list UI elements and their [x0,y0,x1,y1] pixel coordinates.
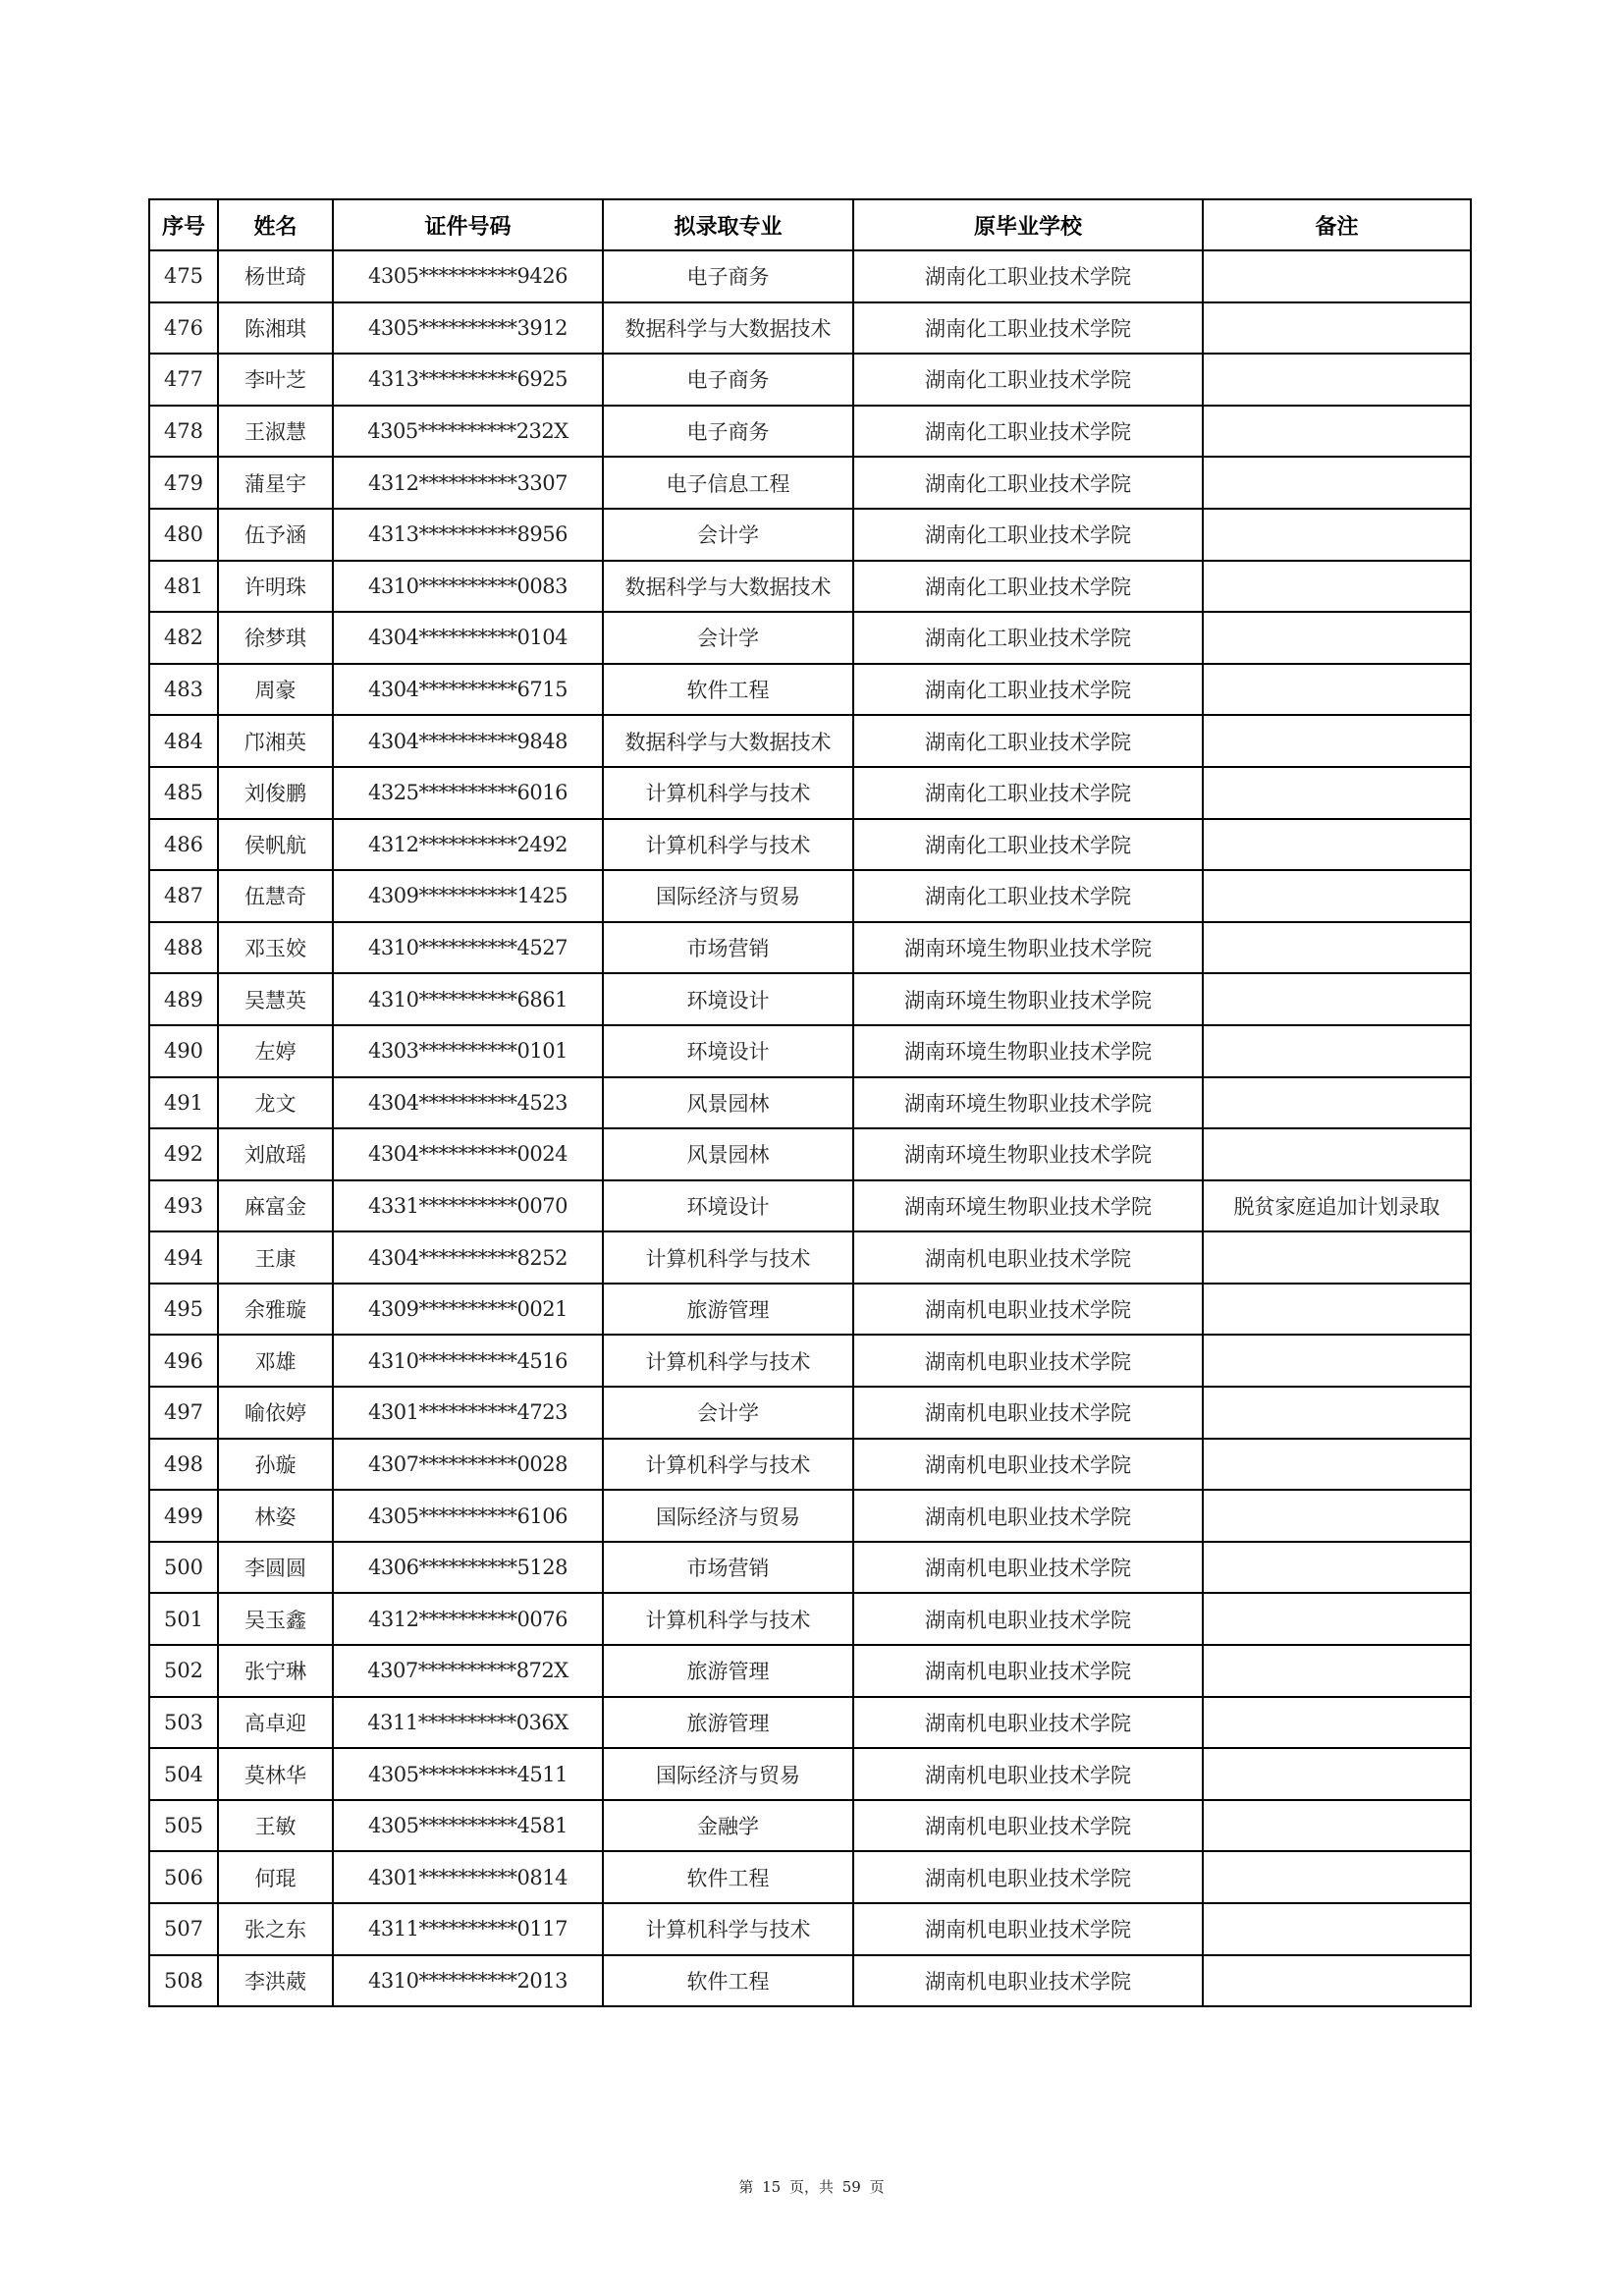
cell-serial: 488 [149,922,218,974]
cell-name: 何琨 [218,1851,333,1903]
cell-id-number: 4325**********6016 [333,767,603,819]
cell-id-number: 4304**********9848 [333,715,603,767]
cell-id-number: 4307**********0028 [333,1439,603,1491]
cell-remarks [1203,767,1471,819]
cell-school: 湖南化工职业技术学院 [853,250,1203,302]
table-row [149,1645,1471,1697]
cell-major: 金融学 [603,1800,853,1852]
cell-school: 湖南机电职业技术学院 [853,1851,1203,1903]
cell-remarks [1203,1439,1471,1491]
cell-serial: 502 [149,1645,218,1697]
cell-id-number: 4304**********0024 [333,1128,603,1180]
cell-name: 侯帆航 [218,819,333,871]
cell-major: 旅游管理 [603,1697,853,1749]
table-row [149,561,1471,613]
cell-id-number: 4301**********0814 [333,1851,603,1903]
cell-major: 计算机科学与技术 [603,1439,853,1491]
cell-school: 湖南机电职业技术学院 [853,1903,1203,1955]
cell-major: 会计学 [603,509,853,561]
cell-id-number: 4304**********6715 [333,664,603,716]
cell-major: 风景园林 [603,1077,853,1129]
table-row [149,1077,1471,1129]
cell-serial: 489 [149,973,218,1025]
cell-school: 湖南机电职业技术学院 [853,1387,1203,1439]
cell-major: 国际经济与贸易 [603,1748,853,1800]
cell-serial: 506 [149,1851,218,1903]
cell-remarks [1203,1645,1471,1697]
cell-serial: 477 [149,354,218,406]
cell-name: 麻富金 [218,1180,333,1232]
cell-serial: 495 [149,1284,218,1336]
cell-remarks [1203,1800,1471,1852]
table-row [149,302,1471,355]
cell-remarks [1203,715,1471,767]
cell-major: 市场营销 [603,1542,853,1594]
cell-remarks [1203,354,1471,406]
cell-school: 湖南化工职业技术学院 [853,561,1203,613]
cell-remarks [1203,250,1471,302]
header-remarks: 备注 [1203,199,1471,250]
cell-school: 湖南环境生物职业技术学院 [853,922,1203,974]
cell-major: 计算机科学与技术 [603,1903,853,1955]
cell-id-number: 4313**********6925 [333,354,603,406]
cell-remarks [1203,1284,1471,1336]
table-row [149,1800,1471,1852]
cell-serial: 507 [149,1903,218,1955]
cell-major: 环境设计 [603,1180,853,1232]
cell-major: 计算机科学与技术 [603,819,853,871]
cell-serial: 508 [149,1955,218,2007]
table-row [149,1593,1471,1645]
cell-name: 左婷 [218,1025,333,1077]
cell-name: 邓雄 [218,1335,333,1387]
cell-school: 湖南机电职业技术学院 [853,1645,1203,1697]
cell-serial: 475 [149,250,218,302]
cell-school: 湖南化工职业技术学院 [853,509,1203,561]
cell-serial: 500 [149,1542,218,1594]
cell-remarks [1203,1697,1471,1749]
cell-id-number: 4305**********6106 [333,1490,603,1542]
table-row [149,1180,1471,1232]
cell-major: 软件工程 [603,1851,853,1903]
cell-remarks [1203,1542,1471,1594]
cell-school: 湖南环境生物职业技术学院 [853,1180,1203,1232]
cell-remarks [1203,1490,1471,1542]
cell-id-number: 4305**********4511 [333,1748,603,1800]
table-row [149,1903,1471,1955]
table-row [149,1748,1471,1800]
cell-remarks [1203,1593,1471,1645]
cell-id-number: 4307**********872X [333,1645,603,1697]
cell-name: 蒲星宇 [218,457,333,509]
cell-school: 湖南环境生物职业技术学院 [853,973,1203,1025]
header-school: 原毕业学校 [853,199,1203,250]
cell-remarks [1203,870,1471,922]
admission-table [148,198,1472,2007]
table-row [149,406,1471,458]
cell-id-number: 4309**********0021 [333,1284,603,1336]
cell-name: 周豪 [218,664,333,716]
cell-id-number: 4311**********0117 [333,1903,603,1955]
cell-school: 湖南机电职业技术学院 [853,1800,1203,1852]
cell-serial: 494 [149,1231,218,1284]
header-major: 拟录取专业 [603,199,853,250]
cell-serial: 492 [149,1128,218,1180]
table-row [149,973,1471,1025]
cell-school: 湖南机电职业技术学院 [853,1593,1203,1645]
cell-school: 湖南化工职业技术学院 [853,870,1203,922]
cell-id-number: 4310**********0083 [333,561,603,613]
table-row [149,1128,1471,1180]
cell-remarks [1203,561,1471,613]
cell-id-number: 4309**********1425 [333,870,603,922]
cell-serial: 484 [149,715,218,767]
cell-id-number: 4311**********036X [333,1697,603,1749]
cell-serial: 493 [149,1180,218,1232]
cell-major: 电子商务 [603,250,853,302]
cell-major: 环境设计 [603,973,853,1025]
cell-school: 湖南机电职业技术学院 [853,1542,1203,1594]
cell-major: 市场营销 [603,922,853,974]
cell-remarks [1203,1903,1471,1955]
cell-serial: 503 [149,1697,218,1749]
cell-name: 陈湘琪 [218,302,333,355]
cell-remarks: 脱贫家庭追加计划录取 [1203,1180,1471,1232]
cell-name: 李洪葳 [218,1955,333,2007]
table-row [149,1284,1471,1336]
cell-school: 湖南环境生物职业技术学院 [853,1128,1203,1180]
cell-school: 湖南环境生物职业技术学院 [853,1025,1203,1077]
cell-id-number: 4313**********8956 [333,509,603,561]
cell-school: 湖南化工职业技术学院 [853,612,1203,664]
cell-id-number: 4304**********4523 [333,1077,603,1129]
cell-remarks [1203,1387,1471,1439]
cell-serial: 497 [149,1387,218,1439]
cell-school: 湖南机电职业技术学院 [853,1335,1203,1387]
cell-id-number: 4306**********5128 [333,1542,603,1594]
cell-name: 余雅璇 [218,1284,333,1336]
cell-id-number: 4310**********6861 [333,973,603,1025]
cell-major: 软件工程 [603,1955,853,2007]
cell-id-number: 4331**********0070 [333,1180,603,1232]
cell-serial: 482 [149,612,218,664]
cell-name: 王淑慧 [218,406,333,458]
cell-school: 湖南化工职业技术学院 [853,767,1203,819]
cell-school: 湖南化工职业技术学院 [853,664,1203,716]
cell-remarks [1203,1335,1471,1387]
cell-remarks [1203,1128,1471,1180]
cell-school: 湖南化工职业技术学院 [853,457,1203,509]
table-row [149,457,1471,509]
header-id-number: 证件号码 [333,199,603,250]
cell-major: 软件工程 [603,664,853,716]
table-row [149,819,1471,871]
cell-name: 喻依婷 [218,1387,333,1439]
table-row [149,715,1471,767]
cell-name: 李叶芝 [218,354,333,406]
cell-id-number: 4305**********4581 [333,1800,603,1852]
header-name: 姓名 [218,199,333,250]
cell-major: 会计学 [603,612,853,664]
cell-school: 湖南机电职业技术学院 [853,1697,1203,1749]
cell-remarks [1203,922,1471,974]
cell-school: 湖南机电职业技术学院 [853,1284,1203,1336]
cell-id-number: 4305**********9426 [333,250,603,302]
cell-name: 高卓迎 [218,1697,333,1749]
cell-remarks [1203,1025,1471,1077]
table-row [149,1335,1471,1387]
cell-remarks [1203,1851,1471,1903]
cell-serial: 476 [149,302,218,355]
cell-id-number: 4312**********3307 [333,457,603,509]
cell-name: 王敏 [218,1800,333,1852]
cell-id-number: 4310**********4516 [333,1335,603,1387]
cell-major: 计算机科学与技术 [603,1593,853,1645]
table-row [149,1439,1471,1491]
cell-major: 计算机科学与技术 [603,1335,853,1387]
cell-name: 吴慧英 [218,973,333,1025]
cell-major: 风景园林 [603,1128,853,1180]
cell-remarks [1203,1231,1471,1284]
table-row [149,1387,1471,1439]
cell-major: 旅游管理 [603,1645,853,1697]
cell-major: 电子商务 [603,406,853,458]
cell-major: 国际经济与贸易 [603,870,853,922]
cell-school: 湖南机电职业技术学院 [853,1231,1203,1284]
cell-id-number: 4304**********8252 [333,1231,603,1284]
cell-remarks [1203,509,1471,561]
cell-serial: 487 [149,870,218,922]
cell-remarks [1203,664,1471,716]
cell-id-number: 4303**********0101 [333,1025,603,1077]
cell-major: 数据科学与大数据技术 [603,715,853,767]
table-row [149,1025,1471,1077]
cell-remarks [1203,1955,1471,2007]
cell-serial: 481 [149,561,218,613]
cell-name: 莫林华 [218,1748,333,1800]
cell-serial: 480 [149,509,218,561]
cell-id-number: 4312**********0076 [333,1593,603,1645]
cell-major: 电子信息工程 [603,457,853,509]
cell-name: 许明珠 [218,561,333,613]
cell-serial: 490 [149,1025,218,1077]
cell-name: 刘俊鹏 [218,767,333,819]
table-row [149,767,1471,819]
cell-name: 吴玉鑫 [218,1593,333,1645]
cell-school: 湖南环境生物职业技术学院 [853,1077,1203,1129]
table-row [149,509,1471,561]
cell-serial: 479 [149,457,218,509]
cell-id-number: 4312**********2492 [333,819,603,871]
cell-name: 刘啟瑶 [218,1128,333,1180]
cell-serial: 504 [149,1748,218,1800]
cell-name: 杨世琦 [218,250,333,302]
cell-serial: 491 [149,1077,218,1129]
cell-school: 湖南化工职业技术学院 [853,406,1203,458]
cell-major: 旅游管理 [603,1284,853,1336]
cell-school: 湖南机电职业技术学院 [853,1748,1203,1800]
cell-serial: 478 [149,406,218,458]
cell-remarks [1203,1077,1471,1129]
cell-remarks [1203,819,1471,871]
cell-name: 邓玉姣 [218,922,333,974]
cell-id-number: 4310**********4527 [333,922,603,974]
cell-id-number: 4301**********4723 [333,1387,603,1439]
cell-major: 会计学 [603,1387,853,1439]
cell-serial: 485 [149,767,218,819]
cell-major: 数据科学与大数据技术 [603,302,853,355]
table-row [149,870,1471,922]
cell-name: 王康 [218,1231,333,1284]
cell-major: 计算机科学与技术 [603,1231,853,1284]
table-body [149,250,1471,2006]
cell-school: 湖南机电职业技术学院 [853,1955,1203,2007]
cell-remarks [1203,1748,1471,1800]
table-row [149,1697,1471,1749]
cell-serial: 505 [149,1800,218,1852]
cell-serial: 483 [149,664,218,716]
cell-school: 湖南化工职业技术学院 [853,819,1203,871]
table-row [149,922,1471,974]
cell-name: 张宁琳 [218,1645,333,1697]
cell-name: 张之东 [218,1903,333,1955]
cell-remarks [1203,612,1471,664]
cell-school: 湖南机电职业技术学院 [853,1439,1203,1491]
cell-remarks [1203,973,1471,1025]
cell-remarks [1203,302,1471,355]
cell-serial: 498 [149,1439,218,1491]
table-row [149,1955,1471,2007]
cell-major: 电子商务 [603,354,853,406]
cell-id-number: 4304**********0104 [333,612,603,664]
cell-name: 邝湘英 [218,715,333,767]
cell-remarks [1203,406,1471,458]
cell-serial: 501 [149,1593,218,1645]
cell-id-number: 4310**********2013 [333,1955,603,2007]
cell-major: 数据科学与大数据技术 [603,561,853,613]
table-row [149,1231,1471,1284]
cell-major: 国际经济与贸易 [603,1490,853,1542]
table-row [149,612,1471,664]
cell-serial: 486 [149,819,218,871]
cell-major: 环境设计 [603,1025,853,1077]
cell-serial: 499 [149,1490,218,1542]
cell-school: 湖南化工职业技术学院 [853,302,1203,355]
table-row [149,1542,1471,1594]
cell-remarks [1203,457,1471,509]
header-serial: 序号 [149,199,218,250]
cell-name: 龙文 [218,1077,333,1129]
cell-serial: 496 [149,1335,218,1387]
cell-name: 伍慧奇 [218,870,333,922]
cell-school: 湖南机电职业技术学院 [853,1490,1203,1542]
cell-school: 湖南化工职业技术学院 [853,715,1203,767]
cell-name: 李圆圆 [218,1542,333,1594]
table-row [149,354,1471,406]
cell-id-number: 4305**********232X [333,406,603,458]
table-row [149,250,1471,302]
cell-id-number: 4305**********3912 [333,302,603,355]
cell-name: 徐梦琪 [218,612,333,664]
table-row [149,1851,1471,1903]
cell-major: 计算机科学与技术 [603,767,853,819]
cell-school: 湖南化工职业技术学院 [853,354,1203,406]
table-header-row [149,199,1471,250]
cell-name: 林姿 [218,1490,333,1542]
table-row [149,664,1471,716]
cell-name: 伍予涵 [218,509,333,561]
page-number: 第 15 页，共 59 页 [738,2178,885,2196]
cell-name: 孙璇 [218,1439,333,1491]
table-row [149,1490,1471,1542]
